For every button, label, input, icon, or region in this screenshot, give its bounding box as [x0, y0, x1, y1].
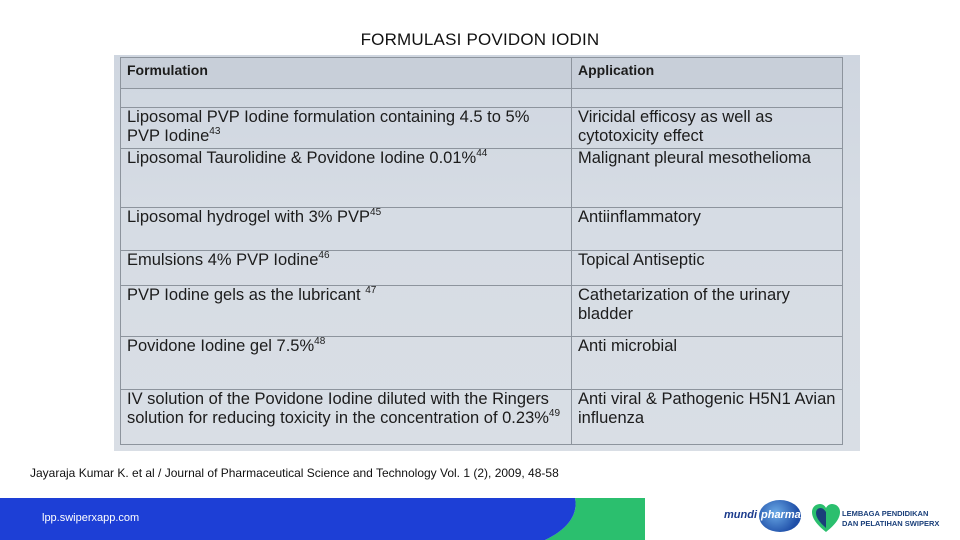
- reference-number: 44: [476, 148, 488, 159]
- reference-number: 45: [370, 207, 382, 218]
- application-cell: Anti microbial: [572, 337, 843, 390]
- reference-number: 43: [209, 126, 221, 137]
- lpp-swiperx-logo: [812, 504, 952, 536]
- reference-number: 46: [318, 250, 330, 261]
- website-link[interactable]: lpp.swiperxapp.com: [42, 512, 140, 524]
- formulation-cell: Liposomal PVP Iodine formulation containing 4.5 to 5% PVP Iodine$^{43}$: [121, 108, 572, 149]
- table-row: [121, 251, 843, 286]
- application-cell: Viricidal efficosy as well as cytotoxicity effect: [572, 108, 843, 149]
- application-cell: Malignant pleural mesothelioma: [572, 149, 843, 208]
- citation: Jayaraja Kumar K. et al / Journal of Pharmaceutical Science and Technology Vol. 1 (2), 2009, 48-58: [30, 466, 559, 480]
- formulation-cell: Emulsions 4% PVP Iodine$^{46}$: [121, 251, 572, 286]
- application-cell: Topical Antiseptic: [572, 251, 843, 286]
- formulation-cell: Povidone Iodine gel 7.5%$^{48}$: [121, 337, 572, 390]
- lpp-line-2: DAN PELATIHAN SWIPERX: [842, 519, 940, 528]
- mundipharma-logo: mundi pharma: [724, 500, 802, 532]
- formulation-cell: PVP Iodine gels as the lubricant $^{47}$: [121, 286, 572, 337]
- table-row: [121, 337, 843, 390]
- heart-shield-icon: [812, 504, 840, 534]
- column-header-formulation: Formulation: [121, 58, 572, 89]
- slide-title: FORMULASI POVIDON IODIN: [360, 30, 600, 49]
- reference-number: 48: [314, 336, 326, 347]
- formulation-cell: Liposomal Taurolidine & Povidone Iodine 0.01%$^{44}$: [121, 149, 572, 208]
- table-row: [121, 286, 843, 337]
- formulation-cell: IV solution of the Povidone Iodine diluted with the Ringers solution for reducing toxicity in the concentration of 0.23%$^{49}$: [121, 390, 572, 445]
- table-row: [121, 149, 843, 208]
- lpp-line-1: LEMBAGA PENDIDIKAN: [842, 509, 929, 518]
- formulation-cell: Liposomal hydrogel with 3% PVP$^{45}$: [121, 208, 572, 251]
- column-header-application: Application: [572, 58, 843, 89]
- table-row: [121, 390, 843, 445]
- application-cell: Antiinflammatory: [572, 208, 843, 251]
- formulation-table: [120, 57, 843, 445]
- reference-number: 49: [548, 408, 561, 419]
- table-row: [121, 108, 843, 149]
- application-cell: Anti viral & Pathogenic H5N1 Avian influenza: [572, 390, 843, 445]
- table-row: [121, 208, 843, 251]
- reference-number: 47: [365, 285, 377, 296]
- table-photo: [114, 55, 860, 451]
- application-cell: Cathetarization of the urinary bladder: [572, 286, 843, 337]
